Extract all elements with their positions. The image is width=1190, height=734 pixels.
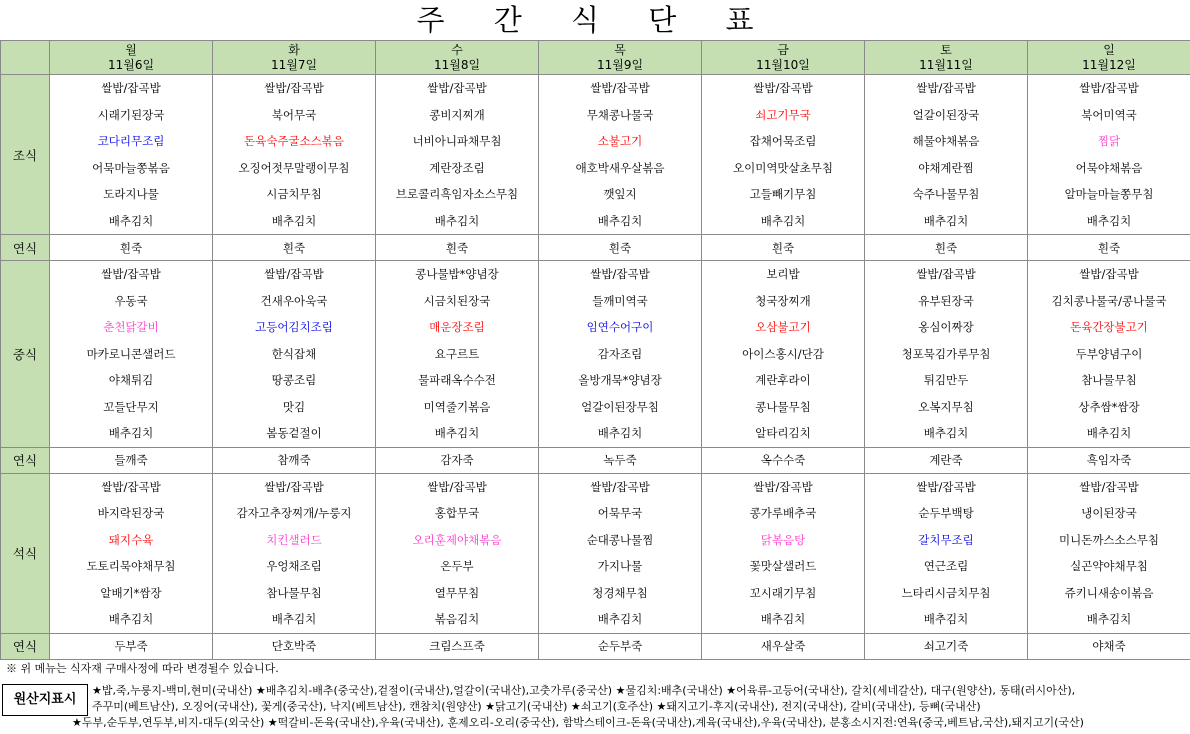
menu-item: 꽃맛살샐러드: [702, 553, 865, 580]
menu-item: 애호박새우살볶음: [539, 155, 702, 182]
menu-item: 봄동겉절이: [213, 420, 376, 447]
menu-item: 오이미역맛살초무침: [702, 155, 865, 182]
change-notice: ※ 위 메뉴는 식자재 구매사정에 따라 변경될수 있습니다.: [6, 662, 279, 675]
origin-line: 주꾸미(베트남산), 오징어(국내산), 꽃게(중국산), 낙지(베트남산), 캔참치(원양산) ★닭고기(국내산) ★쇠고기(호주산) ★돼지고기-후지(국내산), 전지(국내산), 갈비(국내산), 등뼈(국내산): [92, 700, 981, 713]
menu-item: 잡채어묵조림: [702, 128, 865, 155]
menu-item: 배추김치: [865, 208, 1028, 235]
day-date: 11월7일: [270, 57, 318, 72]
menu-item: 오징어젓무말랭이무침: [213, 155, 376, 182]
menu-item: 요구르트: [376, 341, 539, 368]
menu-item: 흰죽: [50, 235, 213, 261]
menu-item: 코다리무조림: [50, 128, 213, 155]
menu-item: 크림스프죽: [376, 633, 539, 659]
snack-row: [1, 235, 1190, 261]
origin-line: ★밥,죽,누룽지-백미,현미(국내산) ★배추김치-배추(중국산),겉절이(국내산),얼갈이(국내산),고춧가루(중국산) ★물김치:배추(국내산) ★어육류-고등어(국내산), 갈치(세네갈산), 대구(원양산), 동태(러시아산),: [92, 684, 1076, 697]
menu-item: 감자고추장찌개/누룽지: [213, 500, 376, 527]
menu-item: 숙주나물무침: [865, 181, 1028, 208]
menu-item: 흰죽: [865, 235, 1028, 261]
meal-row: [1, 367, 1190, 394]
day-name: 일: [1103, 42, 1115, 57]
menu-item: 감자조림: [539, 341, 702, 368]
meal-label: 연식: [1, 633, 50, 659]
day-header: [1028, 41, 1190, 75]
menu-item: 참나물무침: [1028, 367, 1190, 394]
menu-item: 우동국: [50, 288, 213, 315]
menu-item: 느타리시금치무침: [865, 580, 1028, 607]
menu-item: 알배기*쌈장: [50, 580, 213, 607]
day-header: [539, 41, 702, 75]
menu-item: 배추김치: [1028, 208, 1190, 235]
meal-row: [1, 314, 1190, 341]
menu-item: 깻잎지: [539, 181, 702, 208]
meal-label: 연식: [1, 235, 50, 261]
snack-row: [1, 447, 1190, 473]
menu-item: 치킨샐러드: [213, 527, 376, 554]
menu-item: 쇠고기무국: [702, 102, 865, 129]
menu-item: 녹두죽: [539, 447, 702, 473]
menu-item: 북어무국: [213, 102, 376, 129]
menu-item: 북어미역국: [1028, 102, 1190, 129]
meal-row: [1, 473, 1190, 500]
day-header: [376, 41, 539, 75]
menu-item: 쌀밥/잡곡밥: [539, 473, 702, 500]
menu-item: 들깨미역국: [539, 288, 702, 315]
meal-label: 석식: [1, 473, 50, 633]
meal-row: [1, 208, 1190, 235]
menu-item: 땅콩조림: [213, 367, 376, 394]
day-date: 11월6일: [107, 57, 155, 72]
menu-item: 건새우아욱국: [213, 288, 376, 315]
menu-item: 도라지나물: [50, 181, 213, 208]
menu-item: 배추김치: [539, 420, 702, 447]
menu-item: 계란장조림: [376, 155, 539, 182]
menu-item: 야채계란찜: [865, 155, 1028, 182]
menu-item: 임연수어구이: [539, 314, 702, 341]
menu-item: 청포묵김가루무침: [865, 341, 1028, 368]
meal-label: 연식: [1, 447, 50, 473]
menu-item: 쌀밥/잡곡밥: [1028, 261, 1190, 288]
menu-item: 꼬들단무지: [50, 394, 213, 421]
menu-item: 소불고기: [539, 128, 702, 155]
menu-item: 배추김치: [213, 606, 376, 633]
menu-item: 오삼불고기: [702, 314, 865, 341]
menu-item: 올방개묵*양념장: [539, 367, 702, 394]
menu-item: 배추김치: [865, 606, 1028, 633]
menu-item: 상추쌈*쌈장: [1028, 394, 1190, 421]
menu-item: 흰죽: [376, 235, 539, 261]
meal-label: 중식: [1, 261, 50, 448]
day-name: 수: [451, 42, 463, 57]
menu-item: 어묵무국: [539, 500, 702, 527]
menu-item: 냉이된장국: [1028, 500, 1190, 527]
day-date: 11월10일: [756, 57, 810, 72]
menu-item: 배추김치: [865, 420, 1028, 447]
menu-item: 쌀밥/잡곡밥: [213, 261, 376, 288]
menu-item: 계란후라이: [702, 367, 865, 394]
day-name: 월: [125, 42, 137, 57]
menu-item: 연근조림: [865, 553, 1028, 580]
meal-row: [1, 181, 1190, 208]
menu-item: 두부죽: [50, 633, 213, 659]
menu-item: 쌀밥/잡곡밥: [865, 473, 1028, 500]
menu-item: 배추김치: [50, 420, 213, 447]
menu-item: 김치콩나물국/콩나물국: [1028, 288, 1190, 315]
menu-item: 마카로니콘샐러드: [50, 341, 213, 368]
menu-item: 쌀밥/잡곡밥: [539, 261, 702, 288]
menu-item: 무채콩나물국: [539, 102, 702, 129]
menu-item: 새우살죽: [702, 633, 865, 659]
menu-item: 쌀밥/잡곡밥: [539, 75, 702, 102]
menu-item: 돼지수육: [50, 527, 213, 554]
page-title: 주 간 식 단 표: [416, 3, 774, 37]
menu-item: 우엉채조림: [213, 553, 376, 580]
menu-item: 춘천닭갈비: [50, 314, 213, 341]
menu-item: 배추김치: [702, 606, 865, 633]
meal-row: [1, 394, 1190, 421]
meal-row: [1, 606, 1190, 633]
menu-item: 야채죽: [1028, 633, 1190, 659]
day-name: 목: [614, 42, 626, 57]
menu-item: 흰죽: [213, 235, 376, 261]
day-date: 11월11일: [919, 57, 973, 72]
menu-item: 순두부죽: [539, 633, 702, 659]
menu-item: 실곤약야채무침: [1028, 553, 1190, 580]
menu-item: 돈육숙주굴소스볶음: [213, 128, 376, 155]
meal-row: [1, 527, 1190, 554]
menu-item: 순두부백탕: [865, 500, 1028, 527]
menu-item: 고들빼기무침: [702, 181, 865, 208]
menu-item: 쌀밥/잡곡밥: [213, 473, 376, 500]
menu-item: 어묵야채볶음: [1028, 155, 1190, 182]
meal-label: 조식: [1, 75, 50, 235]
menu-item: 쌀밥/잡곡밥: [50, 261, 213, 288]
menu-item: 미니돈까스소스무침: [1028, 527, 1190, 554]
meal-row: [1, 288, 1190, 315]
menu-item: 쌀밥/잡곡밥: [213, 75, 376, 102]
day-date: 11월9일: [596, 57, 644, 72]
day-name: 금: [777, 42, 789, 57]
meal-row: [1, 580, 1190, 607]
menu-item: 한식잡채: [213, 341, 376, 368]
menu-item: 단호박죽: [213, 633, 376, 659]
menu-item: 돈육간장불고기: [1028, 314, 1190, 341]
meal-row: [1, 128, 1190, 155]
menu-item: 알마늘마늘쫑무침: [1028, 181, 1190, 208]
menu-item: 쌀밥/잡곡밥: [50, 473, 213, 500]
menu-item: 쌀밥/잡곡밥: [702, 473, 865, 500]
menu-item: 찜닭: [1028, 128, 1190, 155]
meal-row: [1, 261, 1190, 288]
menu-item: 배추김치: [539, 606, 702, 633]
menu-item: 쌀밥/잡곡밥: [376, 473, 539, 500]
menu-item: 닭볶음탕: [702, 527, 865, 554]
day-header: [213, 41, 376, 75]
menu-item: 콩나물무침: [702, 394, 865, 421]
day-header-row: [1, 41, 1190, 75]
menu-item: 배추김치: [539, 208, 702, 235]
menu-item: 배추김치: [376, 420, 539, 447]
menu-item: 배추김치: [376, 208, 539, 235]
menu-item: 온두부: [376, 553, 539, 580]
menu-item: 옹심이짜장: [865, 314, 1028, 341]
menu-item: 브로콜리흑임자소스무침: [376, 181, 539, 208]
menu-item: 참깨죽: [213, 447, 376, 473]
menu-item: 콩가루배추국: [702, 500, 865, 527]
meal-row: [1, 553, 1190, 580]
menu-item: 도토리묵야채무침: [50, 553, 213, 580]
menu-item: 물파래옥수수전: [376, 367, 539, 394]
menu-item: 미역줄기볶음: [376, 394, 539, 421]
meal-row: [1, 500, 1190, 527]
menu-item: 쇠고기죽: [865, 633, 1028, 659]
menu-item: 보리밥: [702, 261, 865, 288]
menu-item: 어묵마늘쫑볶음: [50, 155, 213, 182]
menu-item: 너비아니파채무침: [376, 128, 539, 155]
menu-item: 쌀밥/잡곡밥: [376, 75, 539, 102]
menu-item: 흰죽: [702, 235, 865, 261]
menu-item: 해물야채볶음: [865, 128, 1028, 155]
meal-row: [1, 341, 1190, 368]
menu-item: 참나물무침: [213, 580, 376, 607]
menu-item: 쌀밥/잡곡밥: [1028, 473, 1190, 500]
menu-item: 고등어김치조림: [213, 314, 376, 341]
menu-item: 얼갈이된장국: [865, 102, 1028, 129]
menu-item: 들깨죽: [50, 447, 213, 473]
menu-item: 쥬키니새송이볶음: [1028, 580, 1190, 607]
menu-item: 청경채무침: [539, 580, 702, 607]
menu-item: 가지나물: [539, 553, 702, 580]
menu-item: 청국장찌개: [702, 288, 865, 315]
menu-item: 매운장조림: [376, 314, 539, 341]
menu-item: 콩나물밥*양념장: [376, 261, 539, 288]
menu-item: 쌀밥/잡곡밥: [865, 261, 1028, 288]
origin-label: 원산지표시: [2, 684, 88, 716]
menu-item: 바지락된장국: [50, 500, 213, 527]
day-date: 11월8일: [433, 57, 481, 72]
menu-item: 옥수수죽: [702, 447, 865, 473]
menu-item: 배추김치: [213, 208, 376, 235]
menu-item: 쌀밥/잡곡밥: [702, 75, 865, 102]
menu-item: 순대콩나물찜: [539, 527, 702, 554]
menu-item: 야채튀김: [50, 367, 213, 394]
menu-item: 배추김치: [50, 208, 213, 235]
menu-item: 배추김치: [702, 208, 865, 235]
menu-item: 배추김치: [1028, 420, 1190, 447]
day-header: [865, 41, 1028, 75]
meal-row: [1, 155, 1190, 182]
menu-item: 두부양념구이: [1028, 341, 1190, 368]
menu-item: 갈치무조림: [865, 527, 1028, 554]
menu-item: 감자죽: [376, 447, 539, 473]
menu-item: 홍합무국: [376, 500, 539, 527]
menu-item: 쌀밥/잡곡밥: [865, 75, 1028, 102]
menu-item: 시금치무침: [213, 181, 376, 208]
day-header: [50, 41, 213, 75]
day-name: 화: [288, 42, 300, 57]
menu-item: 배추김치: [50, 606, 213, 633]
menu-item: 콩비지찌개: [376, 102, 539, 129]
menu-item: 오리훈제야채볶음: [376, 527, 539, 554]
menu-item: 얼갈이된장무침: [539, 394, 702, 421]
menu-item: 시래기된장국: [50, 102, 213, 129]
snack-row: [1, 633, 1190, 659]
menu-item: 시금치된장국: [376, 288, 539, 315]
menu-item: 흰죽: [539, 235, 702, 261]
menu-item: 오복지무침: [865, 394, 1028, 421]
menu-item: 맛김: [213, 394, 376, 421]
meal-row: [1, 420, 1190, 447]
menu-item: 튀김만두: [865, 367, 1028, 394]
meal-row: [1, 75, 1190, 102]
origin-line: ★두부,순두부,연두부,비지-대두(외국산) ★떡갈비-돈육(국내산),우육(국내산), 훈제오리-오리(중국산), 함박스테이크-돈육(국내산),계육(국내산),우육(국내산), 분홍소시지전:연육(중국,베트남,국산),돼지고기(국산): [72, 716, 1084, 729]
corner-cell: [1, 41, 50, 75]
menu-item: 볶음김치: [376, 606, 539, 633]
meal-row: [1, 102, 1190, 129]
day-name: 토: [940, 42, 952, 57]
menu-item: 아이스홍시/단감: [702, 341, 865, 368]
menu-item: 유부된장국: [865, 288, 1028, 315]
day-header: [702, 41, 865, 75]
menu-item: 쌀밥/잡곡밥: [50, 75, 213, 102]
menu-item: 흑임자죽: [1028, 447, 1190, 473]
menu-item: 배추김치: [1028, 606, 1190, 633]
menu-item: 흰죽: [1028, 235, 1190, 261]
menu-item: 알타리김치: [702, 420, 865, 447]
weekly-menu-table: [0, 40, 1190, 660]
menu-item: 꼬시래기무침: [702, 580, 865, 607]
menu-item: 계란죽: [865, 447, 1028, 473]
day-date: 11월12일: [1082, 57, 1136, 72]
menu-item: 열무무침: [376, 580, 539, 607]
menu-item: 쌀밥/잡곡밥: [1028, 75, 1190, 102]
